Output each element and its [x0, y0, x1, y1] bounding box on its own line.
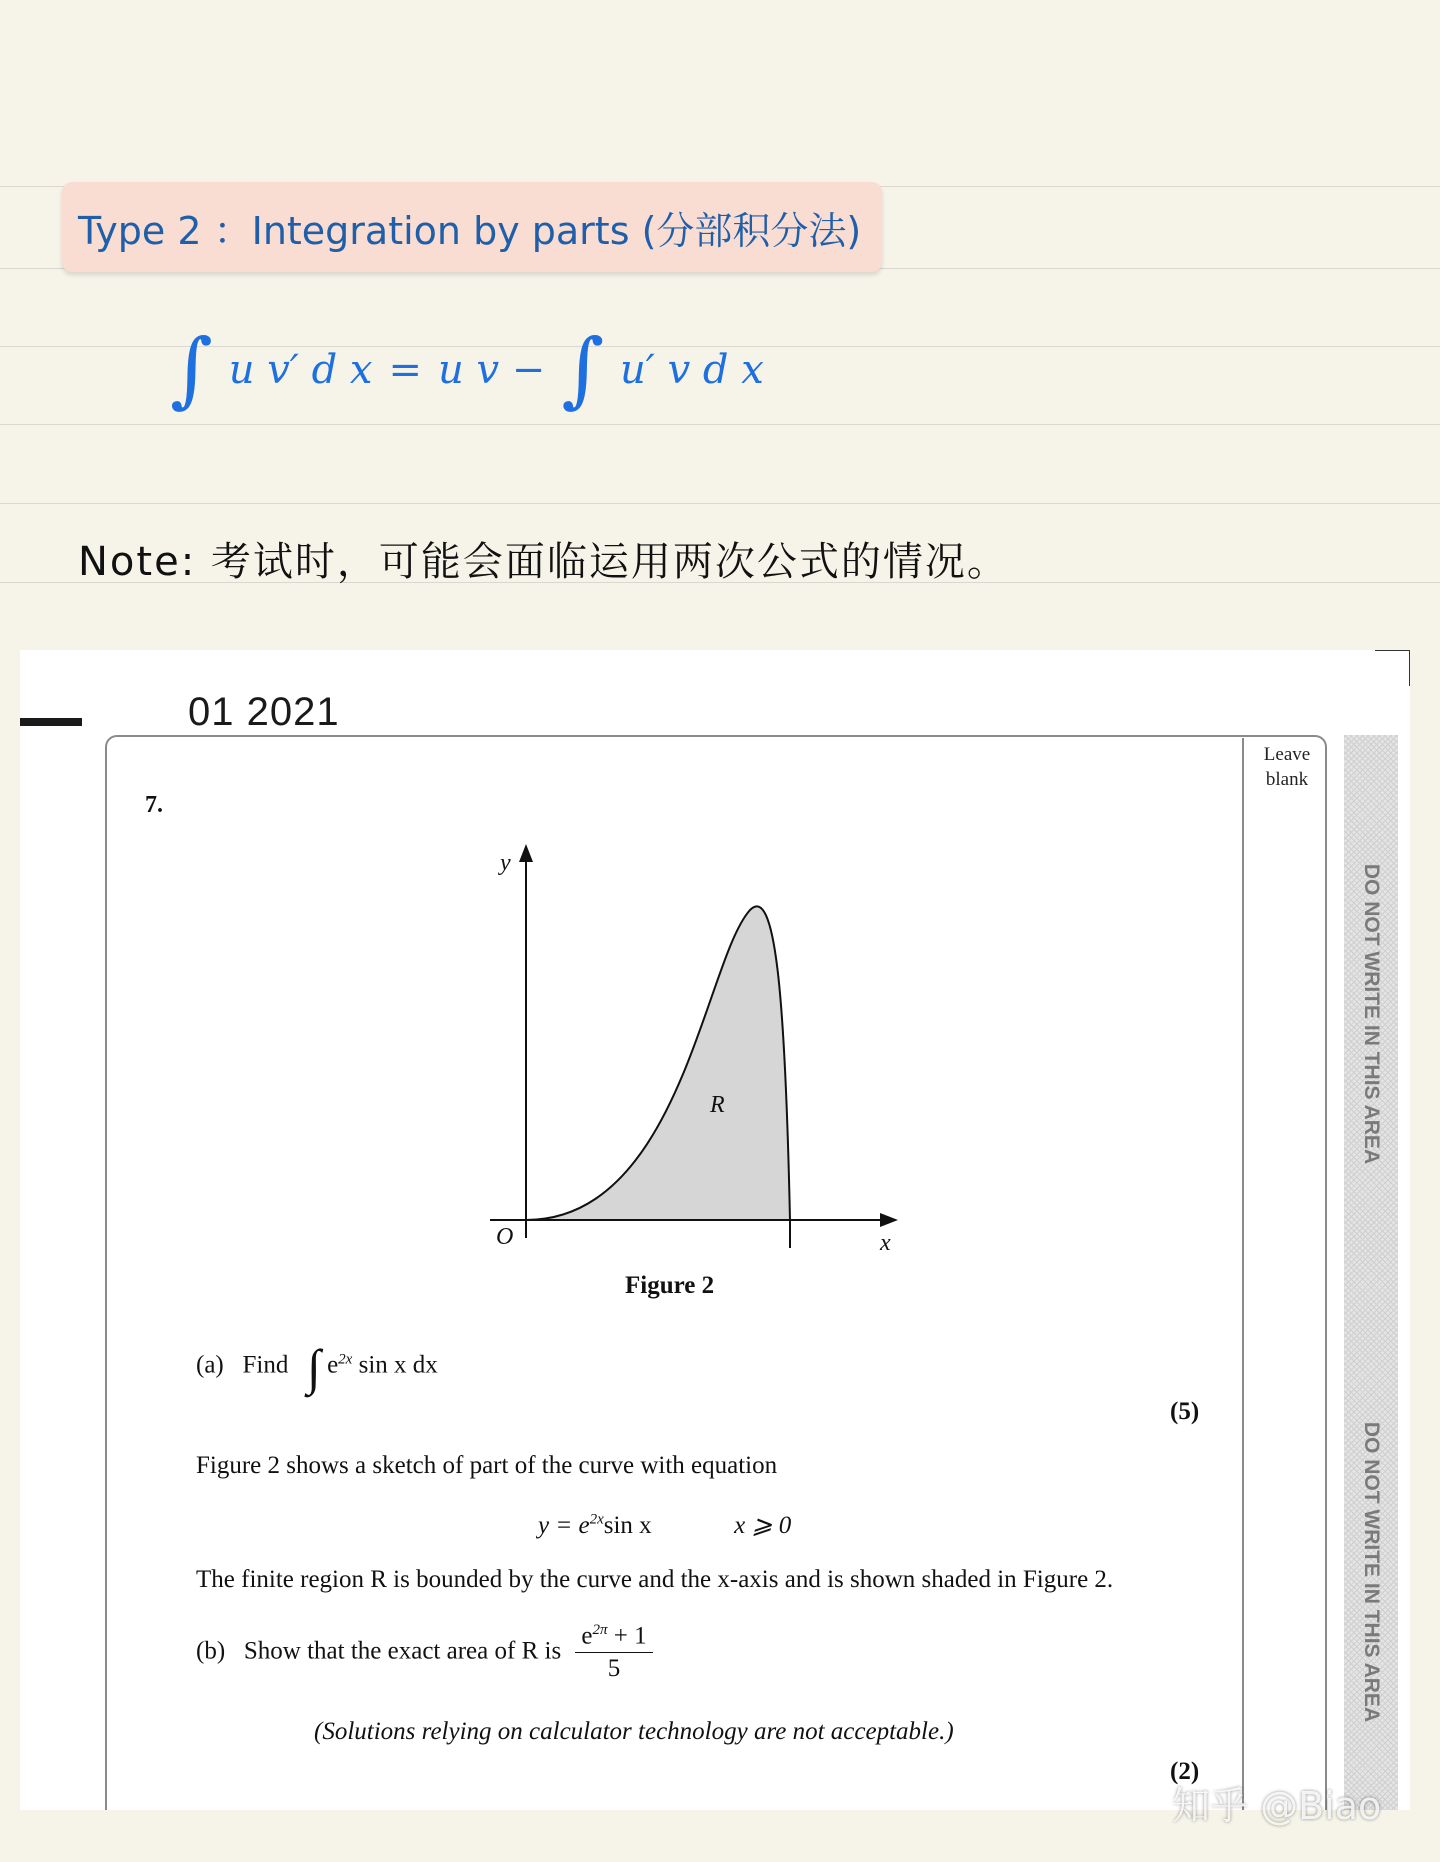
y-axis-label: y [500, 850, 511, 876]
figure-2-sketch [460, 830, 920, 1260]
side-warning-text: DO NOT WRITE IN THIS AREA [1360, 863, 1383, 1165]
fraction-numerator [575, 1622, 652, 1653]
part-a-integrand: sin x dx [358, 1351, 438, 1379]
question-number: 7. [145, 792, 163, 818]
corner-mark [1375, 650, 1409, 651]
formula-rhs-integrand: u′ v d x [620, 347, 764, 393]
section-title: Type 2 ：Integration by parts (分部积分法) [78, 208, 862, 253]
region-description: The finite region R is bounded by the curve and the x-axis and is shown shaded in Figure 2. [196, 1566, 1114, 1593]
leave-blank-label: Leave blank [1263, 744, 1311, 790]
region-label: R [710, 1092, 725, 1118]
part-a-marks: (5) [1170, 1398, 1200, 1425]
numerator-exponent: 2π [592, 1622, 608, 1638]
y-axis-arrow [519, 844, 533, 862]
part-a-exponent: 2x [338, 1351, 353, 1368]
notebook-rule [0, 503, 1440, 504]
integral-sign: ∫ [561, 322, 605, 417]
part-a-label: (a) [196, 1351, 224, 1379]
leave-blank-divider [1242, 738, 1244, 1810]
part-b-marks: (2) [1170, 1758, 1200, 1785]
fraction-denominator: 5 [607, 1655, 621, 1683]
x-axis-label: x [880, 1230, 891, 1256]
origin-label: O [496, 1224, 514, 1250]
handwritten-note: Note: 考试时，可能会面临运用两次公式的情况。 [78, 539, 1009, 585]
curve-equation [538, 1510, 791, 1540]
calculator-note: (Solutions relying on calculator technology are not acceptable.) [314, 1718, 954, 1745]
side-warning-text: DO NOT WRITE IN THIS AREA [1360, 1421, 1383, 1723]
integration-by-parts-formula [170, 320, 764, 420]
integral-sign: ∫ [170, 322, 213, 417]
equation-lhs: y = e [538, 1512, 590, 1539]
part-a-base: e [327, 1351, 339, 1379]
figure-caption: Figure 2 [625, 1272, 715, 1299]
scan-dash-mark [20, 718, 82, 726]
formula-equals: = [388, 347, 422, 393]
figure-intro-text: Figure 2 shows a sketch of part of the curve with equation [196, 1452, 778, 1479]
part-a-text: Find [242, 1351, 289, 1379]
part-b-label: (b) [196, 1637, 226, 1665]
x-axis-arrow [880, 1213, 898, 1227]
shaded-region-r [526, 906, 790, 1220]
notebook-rule [0, 424, 1440, 425]
integral-sign: ∫ [307, 1339, 321, 1395]
part-b-text: Show that the exact area of R is [243, 1637, 562, 1665]
zhihu-watermark: 知乎 @Biao [1172, 1784, 1382, 1828]
formula-rhs-uv: u v − [438, 347, 546, 393]
corner-mark [1409, 650, 1410, 686]
equation-condition: x ⩾ 0 [734, 1512, 792, 1539]
part-a-question [196, 1338, 438, 1396]
area-fraction [575, 1622, 652, 1683]
equation-rhs: sin x [603, 1512, 652, 1539]
exam-year-label: 01 2021 [188, 690, 340, 734]
section-title-box [62, 182, 882, 272]
formula-lhs: u v′ d x [228, 347, 373, 393]
exam-scan [20, 650, 1410, 1810]
equation-exponent: 2x [589, 1511, 604, 1528]
part-b-question [196, 1622, 653, 1683]
numerator-base: e [581, 1622, 593, 1650]
numerator-rest: + 1 [607, 1622, 647, 1650]
